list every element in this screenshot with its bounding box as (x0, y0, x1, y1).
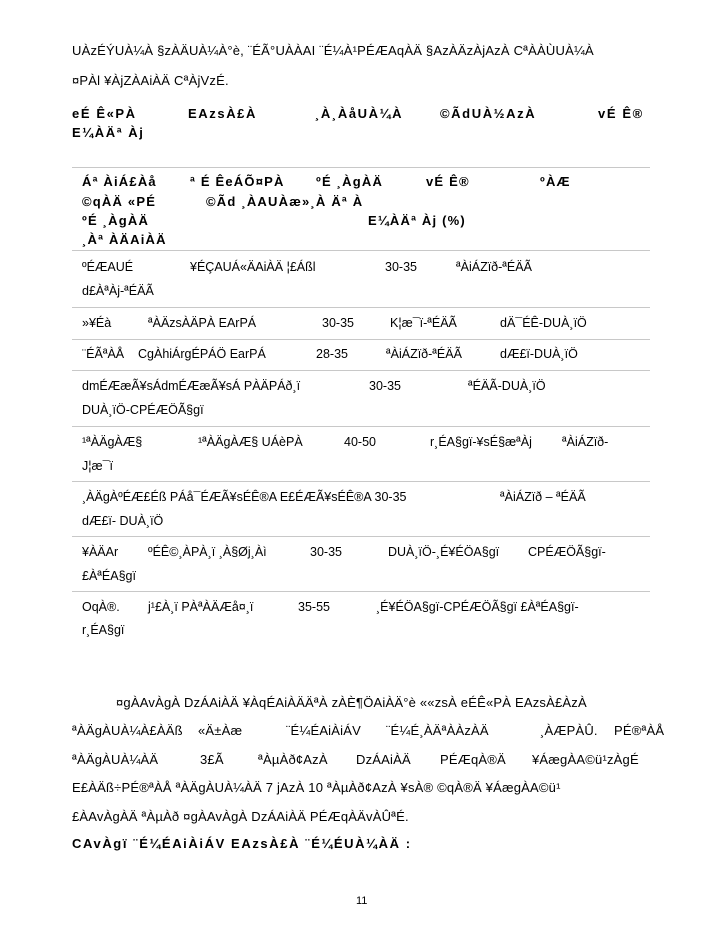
table-header-col-1: Áª ÀiÁ£Àå (82, 174, 157, 189)
para-line-4: E£ÀÄß÷PÉ®ªÀÅ ªÀÄgÀUÀ¼ÀÄ 7 jAzÀ 10 ªÀµÀð¢AzÀ ¥sÀ® ©qÀ®Ä ¥ÁægÀA©ü¹ (72, 780, 561, 795)
para-word: PÉ®ªÀÅ (614, 723, 665, 738)
para-word: ¸ÀÆPÀÛ. (540, 723, 598, 738)
table-cell: K¦æ¯ï-ªÉÄÃ (390, 316, 457, 330)
table-cell: r¸ÉA§gï (82, 623, 125, 637)
table-cell: ªÀiÁZïð – ªÉÄÃ (500, 490, 586, 504)
table-cell: ªÉÄÃ-DUÀ¸ïÖ (468, 379, 546, 393)
table-cell: ¨ÉÃªÀÅ (82, 347, 125, 361)
para-word: ªÀµÀð¢AzÀ (258, 752, 328, 767)
section-heading-line-2: E¼ÀÄª Àj (72, 125, 145, 140)
para-word: DzÁAiÀÄ (356, 752, 411, 767)
table-row-separator (72, 536, 650, 537)
para-word: «Ä±Àæ (198, 723, 243, 738)
table-border (72, 167, 650, 168)
table-cell: dÆ£ï-DUÀ¸ïÖ (500, 347, 578, 361)
table-cell: ¥ÉÇAUÁ«ÄAiÀÄ ¦£Áßl (190, 260, 316, 274)
table-cell: ªÀiÁZïð-ªÉÄÃ (456, 260, 532, 274)
table-cell: ºÉÊ©¸ÀPÀ¸ï ¸À§Øj¸Àì (148, 545, 267, 559)
table-row-separator (72, 370, 650, 371)
table-cell: OqÀ®. (82, 600, 120, 614)
table-cell: 30-35 (322, 316, 354, 330)
para-word: ªÀÄgÀUÀ¼ÀÄ (72, 752, 159, 767)
intro-line-2: ¤PÀl ¥ÀjZÀAiÀÄ CªÀjVzÉ. (72, 73, 229, 88)
table-row-separator (72, 250, 650, 251)
table-cell: dmÉÆæÃ¥sÁdmÉÆæÃ¥sÁ PÀÄPÁð¸ï (82, 379, 301, 393)
section-heading-part-1: eÉ Ê«PÀ (72, 106, 137, 121)
table-header-line-3a: ºÉ ¸ÀgÀÄ (82, 213, 150, 228)
section-heading-part-4: ©ÃdUÀ½AzÀ (440, 106, 537, 121)
para-word: ªÀÄgÀUÀ¼À£ÀÄß (72, 723, 183, 738)
table-header-line-2b: ©Ãd ¸ÀAUÀæ»¸À Äª À (206, 194, 364, 209)
table-row-separator (72, 426, 650, 427)
table-header-col-4: vÉ Ê® (426, 174, 470, 189)
table-header-line-2a: ©qÀÄ «PÉ (82, 194, 157, 209)
table-cell: ªÀiÁZïð-ªÉÄÃ (386, 347, 462, 361)
para-word: ¨É¼ÉAiÀiÁV (286, 723, 361, 738)
table-cell: 40-50 (344, 435, 376, 449)
para-line-1: ¤gÀAvÀgÀ DzÁAiÀÄ ¥ÀqÉAiÀÄÄªÀ zÀÈ¶ÖAiÀÄ°è ««zsÀ eÉÊ«PÀ EAzsÀ£ÀzÀ (116, 695, 587, 710)
table-cell: 30-35 (369, 379, 401, 393)
para-word: PÉÆqÀ®Ä (440, 752, 506, 767)
table-cell: d£ÀªÀj-ªÉÄÃ (82, 284, 154, 298)
table-cell: DUÀ¸ïÖ-¸É¥ÉÖA§gï (388, 545, 500, 559)
table-cell: ¸É¥ÉÖA§gï-CPÉÆÖÃ§gï £ÀªÉA§gï- (376, 600, 579, 614)
intro-line-1: UÀzÉÝUÀ¼À §zÀÄUÀ¼À°è, ¨ÉÃ°UÀÀAI ¨É¼À¹PÉÆAqÀÄ §AzÀÄzÀjAzÀ CªÀÀÙUÀ¼À (72, 43, 594, 58)
table-header-col-5: ºÀÆ (540, 174, 571, 189)
table-cell: 30-35 (310, 545, 342, 559)
table-header-col-3: ºÉ ¸ÀgÀÄ (316, 174, 384, 189)
page-number: 11 (356, 895, 368, 907)
table-cell: 28-35 (316, 347, 348, 361)
table-cell: £ÀªÉA§gï (82, 569, 136, 583)
table-cell: ¸ÀÄgÀºÉÆ£Éß PÁå¯ÉÆÃ¥sÉÊ®A E£ÉÆÃ¥sÉÊ®A 30-35 (82, 490, 407, 504)
table-cell: ¹ªÀÄgÀÆ§ (82, 435, 143, 449)
table-header-line-4: ¸Àª ÀÄAiÀÄ (82, 232, 167, 247)
table-cell: CPÉÆÖÃ§gï- (528, 545, 606, 559)
section-heading-part-5: vÉ Ê® (598, 106, 644, 121)
table-cell: ¥ÀÄAr (82, 545, 119, 559)
table-cell: dÄ¯ÉÊ-DUÀ¸ïÖ (500, 316, 587, 330)
table-header-col-2: ª É ÊeÁÕ¤PÀ (190, 174, 285, 189)
table-cell: 30-35 (385, 260, 417, 274)
table-cell: J¦æ¯ï (82, 459, 113, 473)
section-heading-part-2: EAzsÀ£À (188, 106, 257, 121)
table-cell: DUÀ¸ïÖ-CPÉÆÖÃ§gï (82, 403, 204, 417)
table-cell: 35-55 (298, 600, 330, 614)
table-cell: ¹ªÀÄgÀÆ§ UÁèPÀ (198, 435, 303, 449)
table-cell: CgÀhiÁrgÉPÁÖ EarPÁ (138, 347, 266, 361)
section-heading-part-3: ¸À¸ÀåUÀ¼À (315, 106, 404, 121)
plant-table (72, 167, 650, 637)
para-line-5: £ÀAvÀgÀÄ ªÀµÀð ¤gÀAvÀgÀ DzÁAiÀÄ PÉÆqÀÄvÀÛªÉ. (72, 809, 409, 824)
para-word: ¥ÁægÀA©ü¹zÀgÉ (532, 752, 639, 767)
table-header-line-3b: E¼ÀÄª Àj (%) (368, 213, 466, 228)
table-cell: dÆ£ï- DUÀ¸ïÖ (82, 514, 164, 528)
table-cell: ªÀÄzsÀÄPÀ EArPÁ (148, 316, 257, 330)
para-word: 3£Ã (200, 752, 224, 767)
table-cell: r¸ÉA§gï-¥sÉ§æªÀj (430, 435, 532, 449)
para-word: ¨É¼É¸ÀÄªÀÀzÀÄ (386, 723, 489, 738)
table-cell: »¥Éà (82, 316, 112, 330)
table-cell: ºÉÆAUÉ (82, 260, 134, 274)
table-row-separator (72, 307, 650, 308)
table-row-separator (72, 591, 650, 592)
table-row-separator (72, 339, 650, 340)
subheading: CAvÀgï ¨É¼ÉAiÀiÁV EAzsÀ£À ¨É¼ÉUÀ¼ÀÄ : (72, 836, 412, 851)
table-cell: j¹£À¸ï PÀªÀÄÆå¤¸ï (148, 600, 254, 614)
table-cell: ªÀiÁZïð- (562, 435, 609, 449)
table-row-separator (72, 481, 650, 482)
